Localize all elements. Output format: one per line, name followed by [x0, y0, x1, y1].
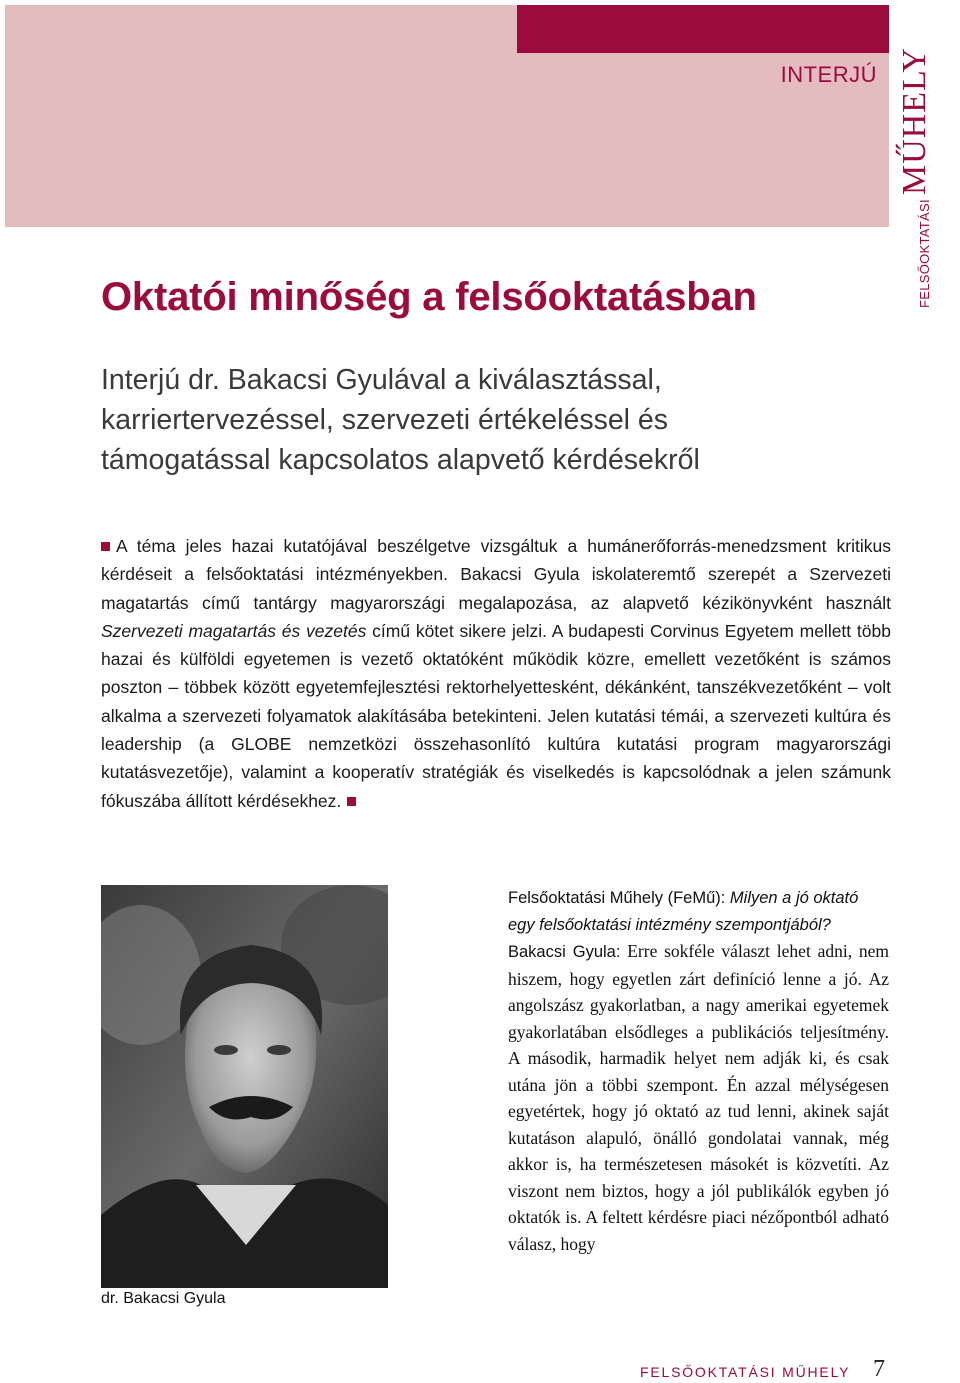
- article-subtitle: Interjú dr. Bakacsi Gyulával a kiválasztással, karriertervezéssel, szervezeti értékeléssel és támogatással kapcsolatos alapvető kérdésekről: [101, 364, 700, 476]
- interview-answer: [508, 938, 889, 1257]
- journal-logo: [896, 47, 933, 308]
- article-title: Oktatói minőség a felsőoktatásban: [101, 275, 757, 319]
- section-label: INTERJÚ: [780, 62, 877, 87]
- answer-text: Erre sokféle választ lehet adni, nem hiszem, hogy egyetlen zárt definíció lenne a jó. Az angolszász gyakorlatban, a nagy amerikai egyetemek gyakorlatában elsődleges a publikációs teljesítmény. A második, harmadik helyet nem adják ki, és csak utána jön a többi szempont. Én azzal mélységesen egyetértek, hogy jó oktató az tud lenni, akinek saját kutatáson alapuló, önálló gondolatai vannak, még akkor is, ha természetesen másokét is közvetíti. Az viszont nem biztos, hogy a jól publikálók egyben jó oktatók is. A feltett kérdésre piaci nézőpontból adható válasz, hogy: [508, 941, 889, 1254]
- logo-small-text: FELSŐOKTATÁSI: [917, 199, 932, 308]
- lead-book-title: Szervezeti magatartás és vezetés: [101, 620, 367, 641]
- logo-big-text: MŰHELY: [896, 47, 933, 196]
- square-end-icon: [347, 797, 356, 806]
- footer-journal-name: FELSŐOKTATÁSI MŰHELY: [640, 1364, 851, 1380]
- portrait-illustration: [101, 885, 388, 1288]
- square-bullet-icon: [101, 542, 110, 551]
- header-tab: [517, 5, 889, 53]
- article-lead: [101, 532, 891, 815]
- lead-text-1: A téma jeles hazai kutatójával beszélgetve vizsgáltuk a humánerőforrás-menedzsment kritikus kérdéseit a felsőoktatási intézményekben. Bakacsi Gyula iskolateremtő szerepét a Szervezeti magatartás című tantárgy magyarországi megalapozása, az alapvető kézikönyvként használt: [101, 536, 891, 613]
- interview-question: [508, 885, 889, 938]
- portrait-photo: [101, 885, 388, 1288]
- question-speaker: Felsőoktatási Műhely (FeMű):: [508, 889, 726, 907]
- photo-caption: dr. Bakacsi Gyula: [101, 1290, 226, 1307]
- lead-text-2: című kötet sikere jelzi. A budapesti Corvinus Egyetem mellett több hazai és külföldi egyetemen is vezető oktatóként működik közre, emellett vezetőként is számos poszton – többek között egyetemfejlesztési rektorhelyettesként, dékánként, tanszékvezetőként – volt alkalma a szervezeti folyamatok alakításába betekinteni. Jelen kutatási témái, a szervezeti kultúra és leadership (a GLOBE nemzetközi összehasonlító kultúra kutatási program magyarországi kutatásvezetője), valamint a kooperatív stratégiák és viselkedés is kapcsolódnak a jelen számunk fókuszába állított kérdésekhez.: [101, 620, 891, 811]
- interview-column: [508, 885, 889, 1257]
- question-text: Milyen a jó oktató egy felsőoktatási intézmény szempontjából?: [508, 889, 859, 934]
- page-number: 7: [873, 1356, 885, 1382]
- answer-speaker: Bakacsi Gyula:: [508, 943, 621, 961]
